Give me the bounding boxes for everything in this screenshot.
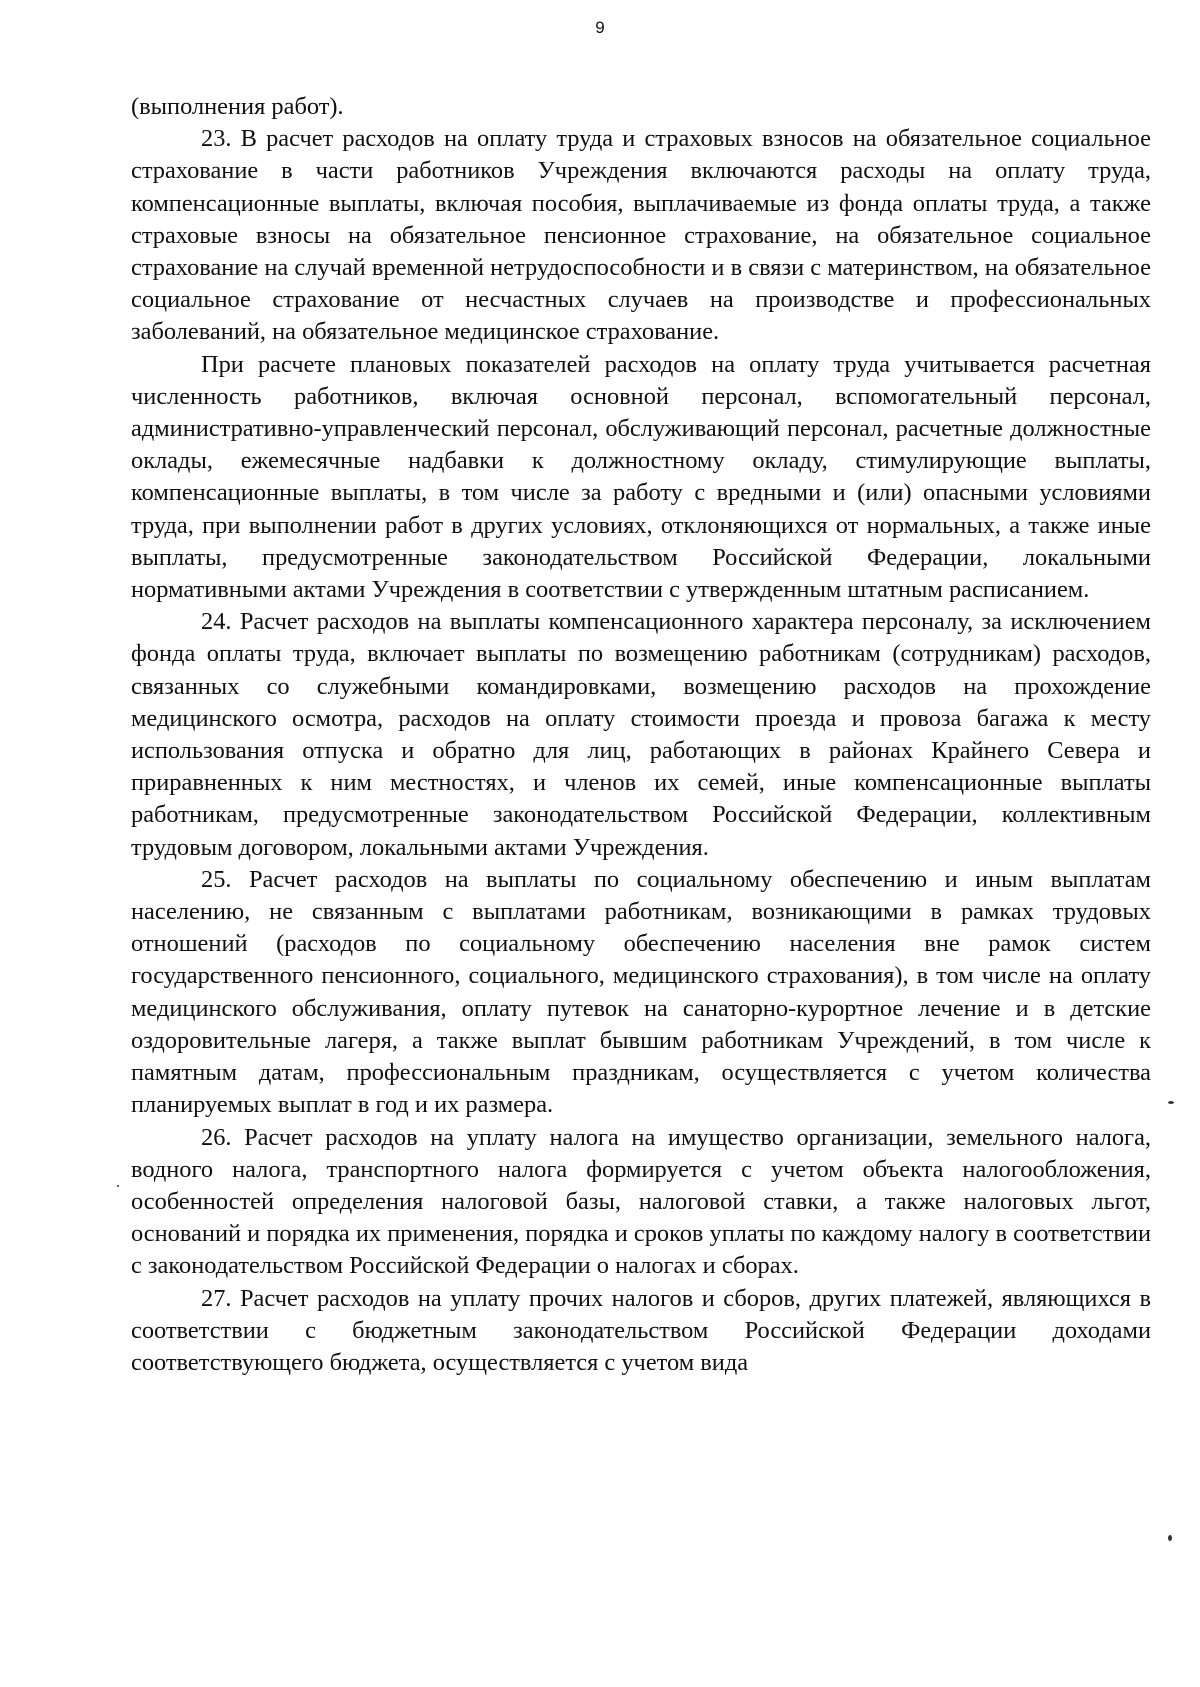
paragraph-item-27: 27. Расчет расходов на уплату прочих налогов и сборов, других платежей, являющихся в соответствии с бюджетным законодательством Российской Федерации доходами соответствующего бюджета, осуществляется с учетом вида (131, 1284, 1151, 1376)
paragraph-item-24: 24. Расчет расходов на выплаты компенсационного характера персоналу, за исключением фонда оплаты труда, включает выплаты по возмещению работникам (сотрудникам) расходов, связанных со служебными командировками, возмещению расходов на прохождение медицинского осмотра, расходов на оплату стоимости проезда и провоза багажа к месту использования отпуска и обратно для лиц, работающих в районах Крайнего Севера и приравненных к ним местностях, и членов их семей, иные компенсационные выплаты работникам, предусмотренные законодательством Российской Федерации, коллективным трудовым договором, локальными актами Учреждения. (131, 608, 1151, 861)
scan-speck (1168, 1535, 1172, 1541)
paragraph-item-25: 25. Расчет расходов на выплаты по социальному обеспечению и иным выплатам населению, не связанным с выплатами работникам, возникающими в рамках трудовых отношений (расходов по социальному обеспечению населения вне рамок систем государственного пенсионного, социального, медицинского страхования), в том числе на оплату медицинского обслуживания, оплату путевок на санаторно-курортное лечение и в детские оздоровительные лагеря, а также выплат бывшим работникам Учреждений, в том числе к памятным датам, профессиональным праздникам, осуществляется с учетом количества планируемых выплат в год и их размера. (131, 865, 1151, 1119)
paragraph-item-23-planning: При расчете плановых показателей расходов на оплату труда учитывается расчетная численность работников, включая основной персонал, вспомогательный персонал, административно-управленческий персонал, обслуживающий персонал, расчетные должностные оклады, ежемесячные надбавки к должностному окладу, стимулирующие выплаты, компенсационные выплаты, в том числе за работу с вредными и (или) опасными условиями труда, при выполнении работ в других условиях, отклоняющихся от нормальных, а также иные выплаты, предусмотренные законодательством Российской Федерации, локальными нормативными актами Учреждения в соответствии с утвержденным штатным расписанием. (131, 350, 1151, 604)
scan-speck (1168, 1101, 1174, 1104)
paragraph-item-23: 23. В расчет расходов на оплату труда и страховых взносов на обязательное социальное страхование в части работников Учреждения включаются расходы на оплату труда, компенсационные выплаты, включая пособия, выплачиваемые из фонда оплаты труда, а также страховые взносы на обязательное пенсионное страхование, на обязательное социальное страхование на случай временной нетрудоспособности и в связи с материнством, на обязательное социальное страхование от несчастных случаев на производстве и профессиональных заболеваний, на обязательное медицинское страхование. (131, 125, 1151, 346)
paragraph-continuation: (выполнения работ). (131, 93, 344, 120)
page-number: 9 (595, 18, 605, 37)
document-body (131, 91, 1151, 1379)
scan-speck (117, 1185, 119, 1187)
paragraph-item-26: 26. Расчет расходов на уплату налога на имущество организации, земельного налога, водного налога, транспортного налога формируется с учетом объекта налогообложения, особенностей определения налоговой базы, налоговой ставки, а также налоговых льгот, оснований и порядка их применения, порядка и сроков уплаты по каждому налогу в соответствии с законодательством Российской Федерации о налогах и сборах. (131, 1123, 1151, 1280)
